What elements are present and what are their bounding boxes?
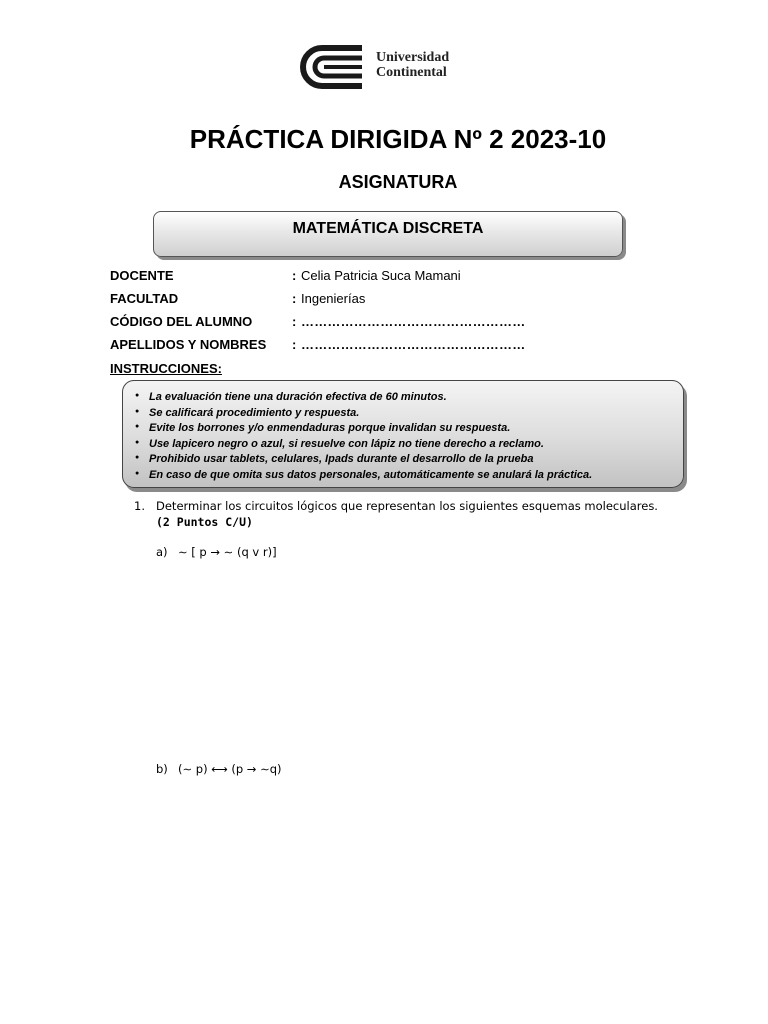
- question-text: Determinar los circuitos lógicos que representan los siguientes esquemas moleculares.: [156, 499, 658, 513]
- info-key: DOCENTE: [110, 268, 174, 283]
- part-label: a): [156, 545, 168, 559]
- question-number: 1.: [134, 499, 145, 513]
- university-name-line2: Continental: [376, 65, 447, 80]
- page-title: PRÁCTICA DIRIGIDA Nº 2 2023-10: [189, 124, 607, 154]
- info-row-facultad: [110, 291, 670, 314]
- part-label: b): [156, 762, 168, 776]
- instructions-box: [122, 380, 684, 488]
- info-row-apellidos: [110, 337, 670, 360]
- university-name: [376, 50, 449, 80]
- instruction-item: ● En caso de que omita sus datos personales, automáticamente se anulará la práctica.: [135, 469, 592, 485]
- info-colon: :: [292, 314, 297, 329]
- info-colon: :: [292, 337, 297, 352]
- info-value: Ingenierías: [301, 291, 366, 306]
- instruction-item: ● Se calificará procedimiento y respuesta.: [135, 407, 592, 423]
- continental-logo-icon: [300, 44, 366, 90]
- university-name-line1: Universidad: [376, 50, 450, 65]
- info-colon: :: [292, 291, 297, 306]
- instruction-item: ● Evite los borrones y/o enmendaduras porque invalidan su respuesta.: [135, 422, 592, 438]
- student-info: [110, 268, 670, 360]
- subject-label: ASIGNATURA: [338, 172, 458, 192]
- info-value-blank[interactable]: ……………………………………………: [301, 314, 526, 329]
- part-expression: (∼ p) ⟷ (p → ∼q): [178, 762, 282, 776]
- info-key: CÓDIGO DEL ALUMNO: [110, 314, 253, 329]
- info-value-blank[interactable]: ……………………………………………: [301, 337, 526, 352]
- part-expression: ∼ [ p → ∼ (q v r)]: [178, 545, 277, 559]
- question-points: (2 Puntos C/U): [156, 515, 253, 529]
- course-box: [153, 211, 623, 257]
- instructions-list: [135, 391, 592, 484]
- info-key: APELLIDOS Y NOMBRES: [110, 337, 267, 352]
- info-colon: :: [292, 268, 297, 283]
- instruction-item: ● Use lapicero negro o azul, si resuelve con lápiz no tiene derecho a reclamo.: [135, 438, 592, 454]
- info-value: Celia Patricia Suca Mamani: [301, 268, 461, 283]
- instructions-title: INSTRUCCIONES:: [110, 361, 222, 376]
- info-key: FACULTAD: [110, 291, 179, 306]
- instruction-item: ● Prohibido usar tablets, celulares, Ipads durante el desarrollo de la prueba: [135, 453, 592, 469]
- info-row-codigo: [110, 314, 670, 337]
- course-name: MATEMÁTICA DISCRETA: [292, 220, 484, 237]
- info-row-docente: [110, 268, 670, 291]
- university-logo: [300, 44, 480, 90]
- instruction-item: ● La evaluación tiene una duración efectiva de 60 minutos.: [135, 391, 592, 407]
